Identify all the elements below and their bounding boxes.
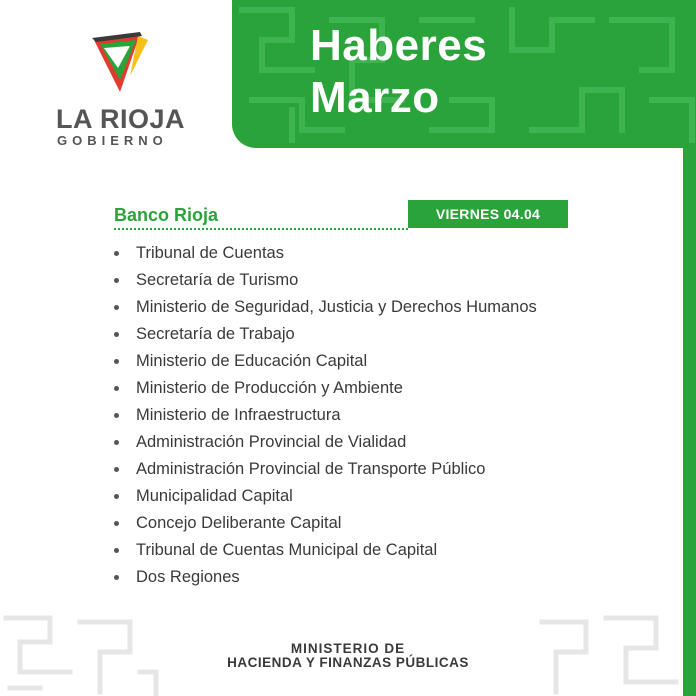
bullet-icon	[114, 332, 119, 337]
bullet-icon	[114, 575, 119, 580]
list-item	[112, 348, 537, 375]
bullet-icon	[114, 413, 119, 418]
list-item-label: Dos Regiones	[136, 568, 240, 586]
ministry-line1: MINISTERIO DE	[290, 641, 406, 656]
list-item-label: Tribunal de Cuentas	[136, 244, 284, 262]
list-item	[112, 429, 537, 456]
bank-name: Banco Rioja	[114, 205, 219, 225]
header-title-line2: Marzo	[310, 73, 440, 122]
list-item	[112, 564, 537, 591]
header-banner	[232, 0, 696, 148]
header-title	[310, 20, 487, 124]
bullet-icon	[114, 278, 119, 283]
la-rioja-logo-mark	[90, 30, 152, 103]
list-item-label: Ministerio de Educación Capital	[136, 352, 368, 370]
list-item-label: Administración Provincial de Vialidad	[136, 433, 407, 451]
list-item-label: Administración Provincial de Transporte Público	[136, 460, 486, 478]
list-item-label: Ministerio de Producción y Ambiente	[136, 379, 403, 397]
bullet-icon	[114, 467, 119, 472]
list-item	[112, 510, 537, 537]
bullet-icon	[114, 305, 119, 310]
list-item-label: Ministerio de Seguridad, Justicia y Derechos Humanos	[136, 298, 537, 316]
header-title-line1: Haberes	[310, 21, 488, 70]
bullet-icon	[114, 251, 119, 256]
list-item	[112, 267, 537, 294]
bullet-icon	[114, 521, 119, 526]
list-item-label: Municipalidad Capital	[136, 487, 293, 505]
bullet-icon	[114, 548, 119, 553]
footer-pattern-right	[536, 612, 682, 696]
date-badge: VIERNES 04.04	[408, 200, 568, 228]
list-item	[112, 456, 537, 483]
list-item	[112, 402, 537, 429]
list-item-label: Tribunal de Cuentas Municipal de Capital	[136, 541, 438, 559]
list-item	[112, 240, 537, 267]
list-item	[112, 321, 537, 348]
dotted-divider	[114, 228, 408, 230]
right-accent-strip	[683, 148, 696, 696]
list-item	[112, 483, 537, 510]
logo-subtitle: GOBIERNO	[57, 133, 168, 148]
bullet-icon	[114, 359, 119, 364]
bullet-icon	[114, 386, 119, 391]
ministry-line2: HACIENDA Y FINANZAS PÚBLICAS	[227, 655, 469, 670]
list-item-label: Concejo Deliberante Capital	[136, 514, 342, 532]
logo-name: LA RIOJA	[56, 104, 186, 134]
list-item	[112, 294, 537, 321]
list-item	[112, 537, 537, 564]
footer-pattern-left	[0, 612, 160, 696]
bullet-icon	[114, 494, 119, 499]
list-item	[112, 375, 537, 402]
bullet-icon	[114, 440, 119, 445]
entity-list	[112, 240, 537, 591]
list-item-label: Ministerio de Infraestructura	[136, 406, 341, 424]
list-item-label: Secretaría de Turismo	[136, 271, 299, 289]
list-item-label: Secretaría de Trabajo	[136, 325, 295, 343]
